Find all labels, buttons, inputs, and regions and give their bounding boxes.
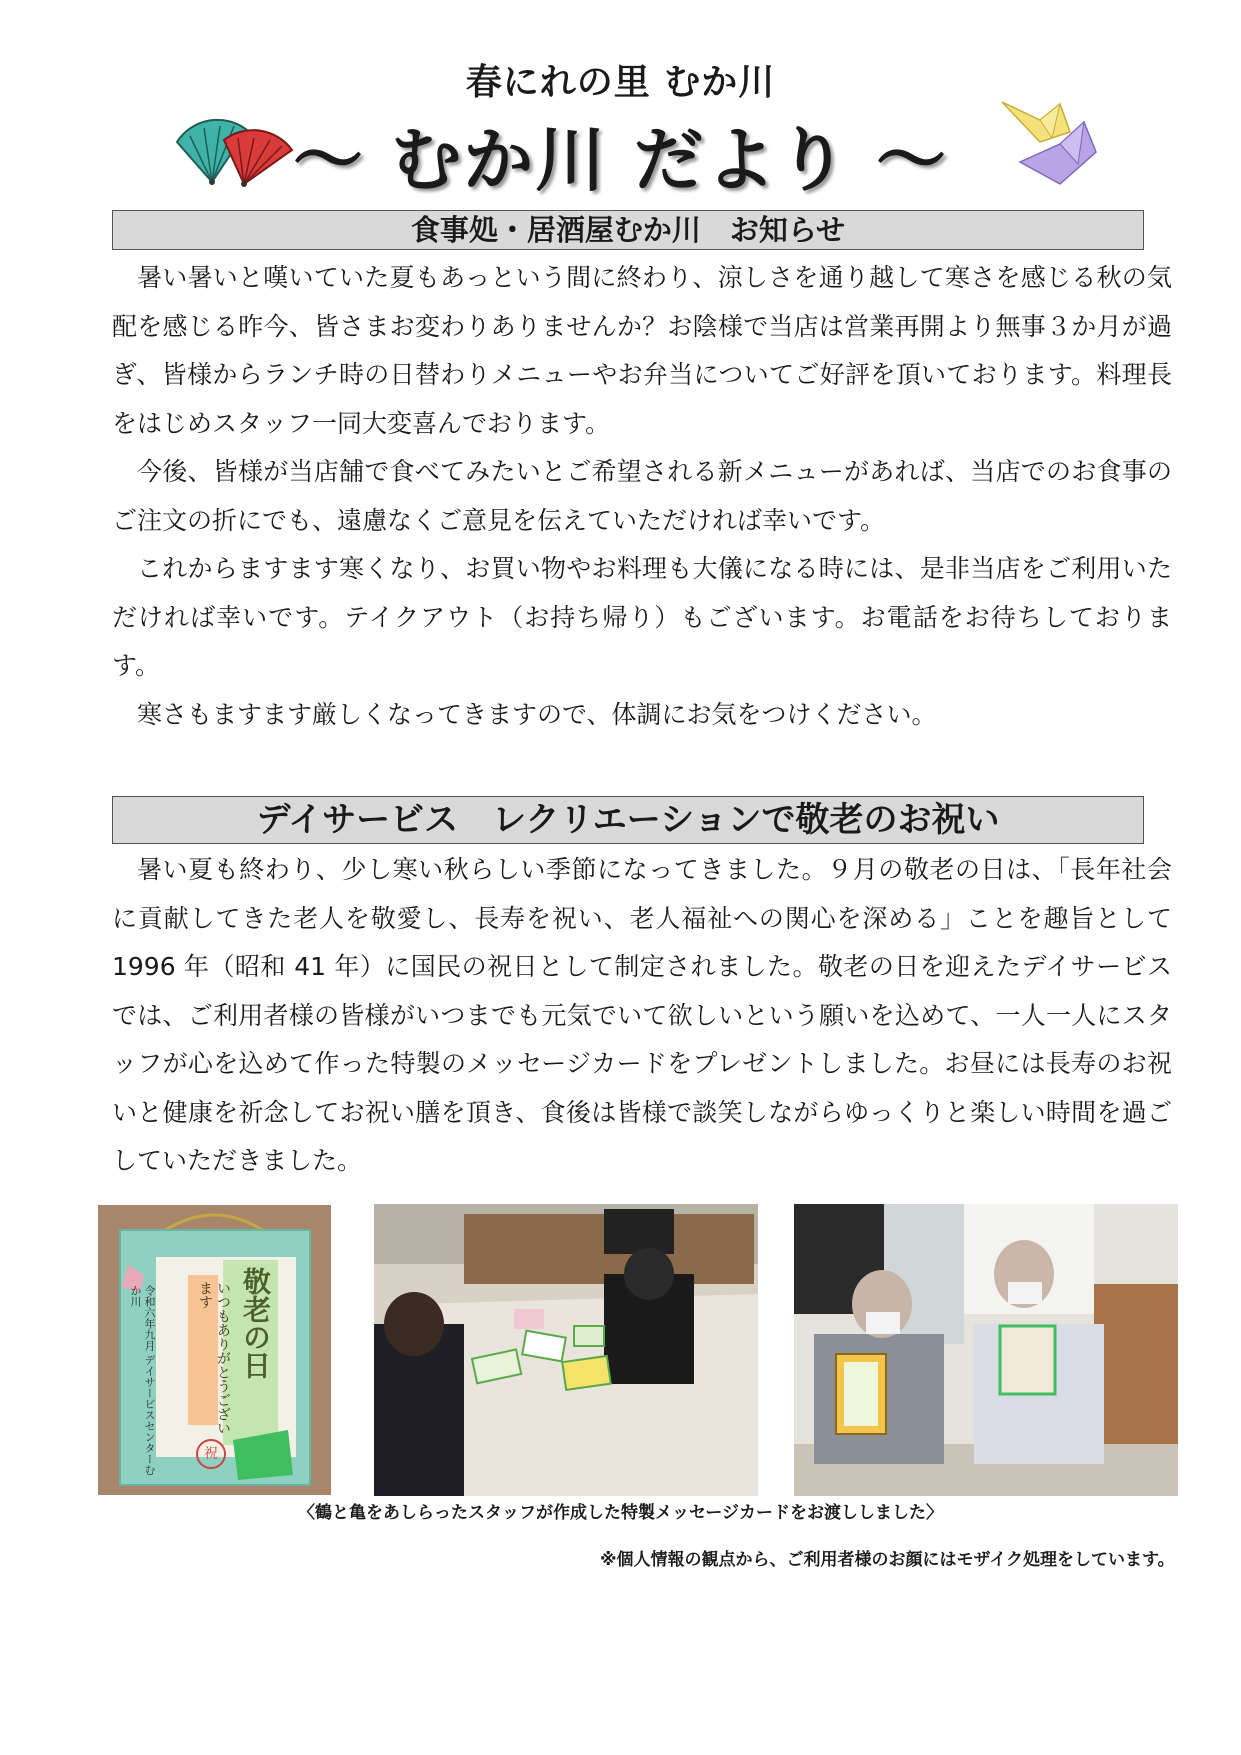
newsletter-title: ～ むか川 だより ～ [292,119,949,201]
section-heading-notice: 食事処・居酒屋むか川 お知らせ [112,210,1144,250]
photo-users-holding-cards [794,1204,1178,1496]
photo-caption: 〈鶴と亀をあしらったスタッフが作成した特製メッセージカードをお渡ししました〉 [298,1503,943,1523]
notice-paragraph: 寒さもますます厳しくなってきますので、体調にお気をつけください。 [137,699,937,729]
notice-body [112,254,1172,739]
users-scene-icon [794,1204,1178,1496]
notice-paragraph: これからますます寒くなり、お買い物やお料理も大儀になる時には、是非当店をご利用いただければ幸いです。テイクアウト（お持ち帰り）もございます。お電話をお待ちしております。 [112,554,1172,680]
photo-staff-preparing-cards [374,1204,758,1496]
notice-paragraph: 今後、皆様が当店舗で食べてみたいとご希望される新メニューがあれば、当店でのお食事のご注文の折にでも、遠慮なくご意見を伝えていただければ幸いです。 [112,457,1172,535]
staff-scene-icon [374,1204,758,1496]
card-date-sign: 令和六年九月 デイサービスセンターむか川 [129,1285,156,1476]
photo-message-card [98,1205,331,1495]
privacy-note: ※個人情報の観点から、ご利用者様のお顔にはモザイク処理をしています。 [600,1550,1175,1570]
section-heading-dayservice: デイサービス レクリエーションで敬老のお祝い [112,796,1144,844]
card-kanji: 敬老の日 [239,1267,272,1379]
dayservice-body [112,846,1172,1186]
dayservice-paragraph: 暑い夏も終わり、少し寒い秋らしい季節になってきました。９月の敬老の日は、「長年社会に貢献してきた老人を敬愛し、長寿を祝い、老人福祉への関心を深める」ことを趣旨として1996 年（昭和 41 年）に国民の祝日として制定されました。敬老の日を迎えたデイサービスでは、ご利用者様の皆様がいつまでも元気でいて欲しいという願いを込めて、一人一人にスタッフが心を込めて作った特製のメッセージカードをプレゼントしました。お昼には長寿のお祝いと健康を祈念してお祝い膳を頂き、食後は皆様で談笑しながらゆっくりと楽しい時間を過ごしていただきました。 [112,855,1172,1175]
card-message: いつもありがとうございます [197,1281,231,1435]
notice-paragraph: 暑い暑いと嘆いていた夏もあっという間に終わり、涼しさを通り越して寒さを感じる秋の気配を感じる昨今、皆さまお変わりありませんか？お陰様で当店は営業再開より無事３か月が過ぎ、皆様からランチ時の日替わりメニューやお弁当についてご好評を頂いております。料理長をはじめスタッフ一同大変喜んでおります。 [112,263,1172,438]
card-stamp: 祝 [196,1439,226,1469]
newsletter-subtitle: 春にれの里 むか川 [465,62,776,103]
